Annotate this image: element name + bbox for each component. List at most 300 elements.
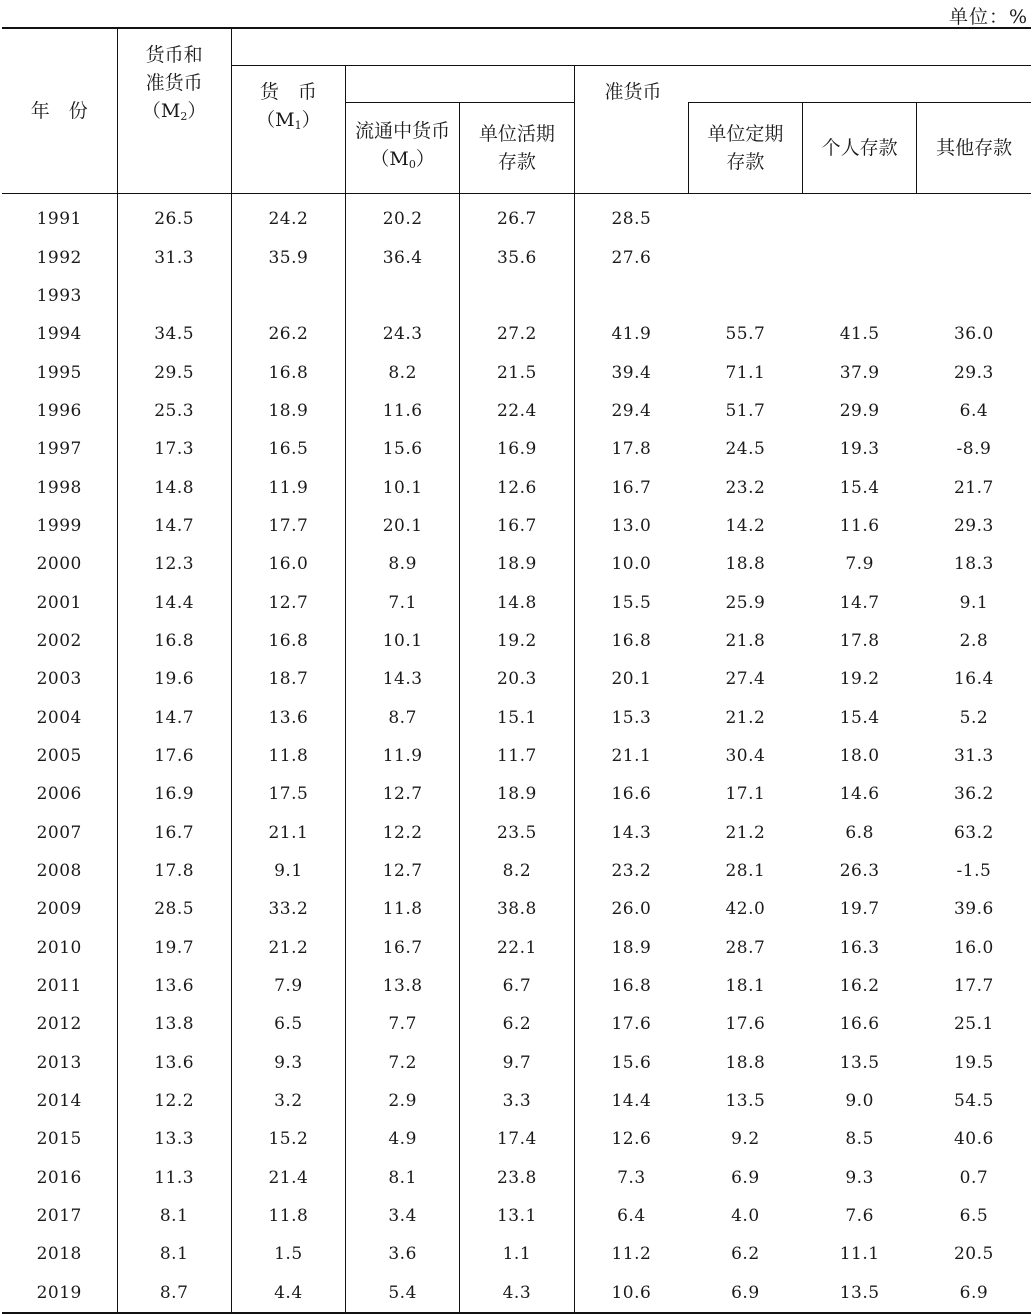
header-demand-deposits: 单位活期 存款	[460, 103, 574, 194]
cell-quasi-money: 12.6	[574, 1120, 688, 1158]
cell-quasi-money: 15.3	[574, 698, 688, 736]
cell-quasi-money: 27.6	[574, 238, 688, 276]
cell-demand-deposits: 17.4	[460, 1120, 574, 1158]
cell-other-deposits: 40.6	[953, 1129, 994, 1150]
cell-year: 1996	[36, 400, 82, 421]
cell-personal-deposits: 17.8	[839, 630, 880, 651]
cell-quasi-money: 41.9	[574, 315, 688, 353]
cell-time-deposits: 55.7	[725, 324, 766, 345]
cell-year: 2002	[36, 630, 82, 651]
cell-m0: 8.1	[346, 1159, 460, 1197]
cell-demand-deposits: 8.2	[460, 852, 574, 890]
cell-time-deposits: 17.1	[725, 784, 766, 805]
money-supply-growth-table	[2, 27, 1031, 1314]
cell-year: 2000	[36, 554, 82, 575]
table-row	[2, 698, 1031, 736]
cell-demand-deposits: 18.9	[460, 545, 574, 583]
table-row	[2, 890, 1031, 928]
cell-m1: 9.1	[231, 852, 345, 890]
table-row	[2, 1044, 1031, 1082]
cell-demand-deposits: 16.9	[460, 430, 574, 468]
cell-quasi-money: 18.9	[574, 929, 688, 967]
cell-m2: 13.6	[117, 967, 231, 1005]
cell-personal-deposits: 8.5	[845, 1129, 874, 1150]
cell-m1: 4.4	[231, 1274, 345, 1313]
cell-m0: 7.7	[346, 1005, 460, 1043]
cell-time-deposits: 30.4	[725, 745, 766, 766]
cell-m1: 18.7	[231, 660, 345, 698]
cell-m0: 13.8	[346, 967, 460, 1005]
cell-m2: 28.5	[117, 890, 231, 928]
header-quasi-money: 准货币	[574, 66, 688, 194]
table-row	[2, 1005, 1031, 1043]
cell-demand-deposits: 23.8	[460, 1159, 574, 1197]
table-row	[2, 852, 1031, 890]
cell-quasi-money: 28.5	[574, 194, 688, 239]
cell-m0: 36.4	[346, 238, 460, 276]
table-row	[2, 737, 1031, 775]
cell-m1: 33.2	[231, 890, 345, 928]
cell-quasi-money: 15.5	[574, 583, 688, 621]
header-m2: 货币和 准货币 $(M_2)$	[117, 28, 231, 194]
table-row	[2, 929, 1031, 967]
cell-quasi-money: 21.1	[574, 737, 688, 775]
cell-year: 2007	[36, 822, 82, 843]
cell-year: 2018	[36, 1244, 82, 1265]
cell-m0: 20.1	[346, 507, 460, 545]
cell-quasi-money: 16.8	[574, 967, 688, 1005]
cell-m1: 26.2	[231, 315, 345, 353]
cell-time-deposits: 51.7	[725, 400, 766, 421]
cell-time-deposits: 13.5	[725, 1091, 766, 1112]
header-year: 年 份	[2, 28, 117, 194]
cell-other-deposits: 39.6	[953, 899, 994, 920]
cell-year: 1997	[36, 439, 82, 460]
cell-personal-deposits: 19.2	[839, 669, 880, 690]
header-personal-deposits: 个人存款	[803, 103, 917, 194]
table-row	[2, 1082, 1031, 1120]
cell-year: 2006	[36, 784, 82, 805]
cell-quasi-money: 23.2	[574, 852, 688, 890]
cell-m1: 9.3	[231, 1044, 345, 1082]
cell-other-deposits: 29.3	[953, 515, 994, 536]
cell-m0: 5.4	[346, 1274, 460, 1313]
cell-year: 2016	[36, 1167, 82, 1188]
table-row	[2, 660, 1031, 698]
cell-other-deposits: 18.3	[953, 554, 994, 575]
cell-quasi-money: 6.4	[574, 1197, 688, 1235]
cell-time-deposits: 28.1	[725, 861, 766, 882]
table-row	[2, 238, 1031, 276]
cell-m1: 13.6	[231, 698, 345, 736]
cell-year: 1995	[36, 362, 82, 383]
cell-time-deposits: 4.0	[731, 1206, 760, 1227]
cell-m2: 14.8	[117, 468, 231, 506]
cell-m2: 12.2	[117, 1082, 231, 1120]
cell-other-deposits: 6.9	[917, 1274, 1031, 1313]
cell-time-deposits	[688, 194, 802, 239]
cell-personal-deposits: 14.7	[839, 592, 880, 613]
cell-demand-deposits: 11.7	[460, 737, 574, 775]
cell-other-deposits: 6.5	[959, 1206, 989, 1227]
cell-demand-deposits: 13.1	[460, 1197, 574, 1235]
table-row	[2, 315, 1031, 353]
cell-m0: 11.8	[346, 890, 460, 928]
cell-m2: 8.7	[117, 1274, 231, 1313]
cell-other-deposits: 36.0	[953, 324, 994, 345]
cell-time-deposits: 25.9	[725, 592, 766, 613]
cell-year: 1999	[36, 515, 82, 536]
cell-year: 2001	[36, 592, 82, 613]
cell-quasi-money: 16.7	[574, 468, 688, 506]
cell-quasi-money: 17.6	[574, 1005, 688, 1043]
cell-other-deposits: 19.5	[953, 1052, 994, 1073]
cell-personal-deposits: 29.9	[839, 400, 880, 421]
cell-personal-deposits: 16.6	[839, 1014, 880, 1035]
cell-quasi-money: 10.6	[574, 1274, 688, 1313]
cell-m1: 7.9	[231, 967, 345, 1005]
table-row	[2, 622, 1031, 660]
cell-year: 2019	[2, 1274, 117, 1313]
cell-personal-deposits	[803, 277, 917, 315]
cell-m0: 8.7	[346, 698, 460, 736]
table-row	[2, 194, 1031, 239]
cell-quasi-money: 10.0	[574, 545, 688, 583]
cell-m2: 13.3	[117, 1120, 231, 1158]
table-row	[2, 1274, 1031, 1313]
cell-personal-deposits: 7.9	[845, 554, 874, 575]
cell-m2: 16.9	[117, 775, 231, 813]
cell-m2	[117, 277, 231, 315]
cell-demand-deposits: 6.2	[460, 1005, 574, 1043]
cell-m1: 21.4	[231, 1159, 345, 1197]
cell-other-deposits: 31.3	[953, 745, 994, 766]
cell-m2: 12.3	[117, 545, 231, 583]
cell-m0: 3.4	[346, 1197, 460, 1235]
table-row	[2, 1159, 1031, 1197]
cell-quasi-money: 29.4	[574, 392, 688, 430]
cell-personal-deposits: 9.0	[845, 1091, 874, 1112]
cell-demand-deposits: 12.6	[460, 468, 574, 506]
cell-year: 1991	[36, 209, 82, 230]
cell-personal-deposits: 18.0	[839, 745, 880, 766]
cell-personal-deposits: 15.4	[839, 477, 880, 498]
cell-demand-deposits: 35.6	[460, 238, 574, 276]
cell-m0: 10.1	[346, 622, 460, 660]
cell-m1: 21.1	[231, 814, 345, 852]
cell-other-deposits: 16.4	[953, 669, 994, 690]
cell-m0: 8.9	[346, 545, 460, 583]
cell-m0: 24.3	[346, 315, 460, 353]
cell-other-deposits: 25.1	[953, 1014, 994, 1035]
cell-personal-deposits: 26.3	[839, 861, 880, 882]
cell-m0: 15.6	[346, 430, 460, 468]
table-row	[2, 430, 1031, 468]
cell-m1: 18.9	[231, 392, 345, 430]
cell-year: 2013	[36, 1052, 82, 1073]
cell-other-deposits: 16.0	[953, 937, 994, 958]
cell-m1: 21.2	[231, 929, 345, 967]
cell-time-deposits: 17.6	[725, 1014, 766, 1035]
cell-time-deposits: 6.9	[731, 1167, 760, 1188]
cell-other-deposits	[917, 277, 1031, 315]
cell-quasi-money: 15.6	[574, 1044, 688, 1082]
cell-m2: 13.8	[117, 1005, 231, 1043]
cell-year: 2003	[36, 669, 82, 690]
cell-m2: 11.3	[117, 1159, 231, 1197]
cell-m0: 4.9	[346, 1120, 460, 1158]
cell-personal-deposits	[803, 238, 917, 276]
cell-m2: 16.8	[117, 622, 231, 660]
cell-m1: 16.8	[231, 622, 345, 660]
cell-quasi-money: 7.3	[574, 1159, 688, 1197]
cell-quasi-money: 26.0	[574, 890, 688, 928]
cell-m0: 12.7	[346, 852, 460, 890]
cell-m1: 16.5	[231, 430, 345, 468]
cell-m0: 11.9	[346, 737, 460, 775]
cell-personal-deposits: 6.8	[845, 822, 874, 843]
cell-demand-deposits: 3.3	[460, 1082, 574, 1120]
cell-m1: 11.8	[231, 1197, 345, 1235]
cell-time-deposits: 18.8	[725, 1052, 766, 1073]
cell-m1: 1.5	[231, 1235, 345, 1273]
cell-m2: 16.7	[117, 814, 231, 852]
table-row	[2, 353, 1031, 391]
cell-m2: 14.7	[117, 507, 231, 545]
cell-m0: 12.2	[346, 814, 460, 852]
cell-time-deposits: 9.2	[731, 1129, 760, 1150]
cell-year: 2012	[36, 1014, 82, 1035]
cell-personal-deposits: 7.6	[845, 1206, 874, 1227]
cell-m1: 11.8	[231, 737, 345, 775]
cell-demand-deposits: 22.1	[460, 929, 574, 967]
cell-quasi-money: 39.4	[574, 353, 688, 391]
cell-year: 2011	[36, 976, 82, 997]
cell-m0: 7.1	[346, 583, 460, 621]
cell-demand-deposits: 23.5	[460, 814, 574, 852]
cell-other-deposits	[917, 238, 1031, 276]
cell-m2: 26.5	[117, 194, 231, 239]
cell-demand-deposits: 6.7	[460, 967, 574, 1005]
cell-time-deposits: 14.2	[725, 515, 766, 536]
cell-m0: 16.7	[346, 929, 460, 967]
cell-personal-deposits: 41.5	[839, 324, 880, 345]
cell-other-deposits: 0.7	[959, 1167, 989, 1188]
cell-year: 1998	[36, 477, 82, 498]
cell-m0: 12.7	[346, 775, 460, 813]
cell-m2: 13.6	[117, 1044, 231, 1082]
cell-m1: 17.5	[231, 775, 345, 813]
cell-other-deposits: 29.3	[953, 362, 994, 383]
cell-quasi-money: 14.3	[574, 814, 688, 852]
table-row	[2, 814, 1031, 852]
table-row	[2, 545, 1031, 583]
cell-quasi-money: 14.4	[574, 1082, 688, 1120]
cell-personal-deposits: 16.2	[839, 976, 880, 997]
cell-m1: 17.7	[231, 507, 345, 545]
cell-year: 2005	[36, 745, 82, 766]
cell-quasi-money: 16.8	[574, 622, 688, 660]
cell-m2: 14.4	[117, 583, 231, 621]
cell-year: 2004	[36, 707, 82, 728]
cell-demand-deposits: 21.5	[460, 353, 574, 391]
cell-m0: 8.2	[346, 353, 460, 391]
cell-time-deposits: 21.8	[725, 630, 766, 651]
cell-time-deposits	[688, 277, 802, 315]
cell-demand-deposits: 16.7	[460, 507, 574, 545]
cell-personal-deposits: 11.6	[839, 515, 880, 536]
cell-time-deposits: 71.1	[725, 362, 766, 383]
cell-other-deposits: 9.1	[959, 592, 989, 613]
cell-time-deposits: 6.9	[688, 1274, 802, 1313]
cell-time-deposits: 21.2	[725, 822, 766, 843]
cell-time-deposits: 42.0	[725, 899, 766, 920]
cell-m2: 17.3	[117, 430, 231, 468]
cell-demand-deposits: 27.2	[460, 315, 574, 353]
cell-demand-deposits: 4.3	[460, 1274, 574, 1313]
cell-m0: 20.2	[346, 194, 460, 239]
cell-demand-deposits: 20.3	[460, 660, 574, 698]
header-other-deposits: 其他存款	[917, 103, 1031, 194]
cell-quasi-money	[574, 277, 688, 315]
cell-other-deposits: 36.2	[953, 784, 994, 805]
cell-m1: 15.2	[231, 1120, 345, 1158]
cell-time-deposits: 28.7	[725, 937, 766, 958]
cell-personal-deposits: 37.9	[839, 362, 880, 383]
cell-m0: 11.6	[346, 392, 460, 430]
cell-other-deposits	[917, 194, 1031, 239]
cell-time-deposits: 21.2	[725, 707, 766, 728]
cell-year: 1994	[36, 324, 82, 345]
cell-other-deposits: 54.5	[953, 1091, 994, 1112]
cell-personal-deposits: 9.3	[845, 1167, 874, 1188]
header-top-blank	[231, 28, 1031, 66]
cell-year: 2015	[36, 1129, 82, 1150]
cell-m1: 12.7	[231, 583, 345, 621]
cell-other-deposits: 63.2	[953, 822, 994, 843]
table-row	[2, 583, 1031, 621]
header-m0: 流通中货币 $(M_0)$	[346, 103, 460, 194]
cell-year: 1993	[36, 285, 82, 306]
cell-time-deposits: 27.4	[725, 669, 766, 690]
cell-m1: 16.0	[231, 545, 345, 583]
cell-m0	[346, 277, 460, 315]
cell-personal-deposits: 13.5	[803, 1274, 917, 1313]
cell-other-deposits: 20.5	[953, 1244, 994, 1265]
table-row	[2, 392, 1031, 430]
cell-personal-deposits	[803, 194, 917, 239]
cell-time-deposits: 24.5	[725, 439, 766, 460]
cell-personal-deposits: 14.6	[839, 784, 880, 805]
cell-m1: 3.2	[231, 1082, 345, 1120]
table-body	[2, 194, 1031, 1313]
cell-demand-deposits: 15.1	[460, 698, 574, 736]
cell-demand-deposits: 26.7	[460, 194, 574, 239]
cell-quasi-money: 17.8	[574, 430, 688, 468]
cell-quasi-money: 13.0	[574, 507, 688, 545]
cell-m2: 8.1	[117, 1197, 231, 1235]
header-m1-blank	[346, 66, 575, 103]
cell-other-deposits: 5.2	[959, 707, 989, 728]
cell-time-deposits: 18.1	[725, 976, 766, 997]
cell-demand-deposits: 22.4	[460, 392, 574, 430]
cell-demand-deposits: 9.7	[460, 1044, 574, 1082]
cell-other-deposits: 17.7	[953, 976, 994, 997]
cell-m2: 14.7	[117, 698, 231, 736]
cell-m2: 34.5	[117, 315, 231, 353]
cell-m1: 6.5	[231, 1005, 345, 1043]
cell-demand-deposits: 18.9	[460, 775, 574, 813]
cell-quasi-money: 11.2	[574, 1235, 688, 1273]
table-row	[2, 775, 1031, 813]
table-row	[2, 1120, 1031, 1158]
cell-personal-deposits: 16.3	[839, 937, 880, 958]
cell-m1: 24.2	[231, 194, 345, 239]
cell-m2: 19.6	[117, 660, 231, 698]
cell-year: 2009	[36, 899, 82, 920]
table-row	[2, 277, 1031, 315]
cell-m2: 29.5	[117, 353, 231, 391]
cell-m0: 14.3	[346, 660, 460, 698]
table-row	[2, 507, 1031, 545]
cell-personal-deposits: 19.3	[839, 439, 880, 460]
cell-other-deposits: 2.8	[959, 630, 989, 651]
cell-year: 2014	[36, 1091, 82, 1112]
cell-personal-deposits: 13.5	[839, 1052, 880, 1073]
cell-year: 1992	[36, 247, 82, 268]
cell-m0: 3.6	[346, 1235, 460, 1273]
cell-m2: 17.6	[117, 737, 231, 775]
cell-year: 2010	[36, 937, 82, 958]
cell-personal-deposits: 11.1	[839, 1244, 880, 1265]
table-row	[2, 967, 1031, 1005]
cell-demand-deposits: 38.8	[460, 890, 574, 928]
header-time-deposits: 单位定期 存款	[688, 103, 802, 194]
cell-year: 2017	[36, 1206, 82, 1227]
cell-m0: 10.1	[346, 468, 460, 506]
cell-other-deposits: -8.9	[956, 439, 992, 460]
cell-m2: 19.7	[117, 929, 231, 967]
table-row	[2, 1235, 1031, 1273]
cell-time-deposits: 18.8	[725, 554, 766, 575]
cell-m0: 7.2	[346, 1044, 460, 1082]
cell-year: 2008	[36, 861, 82, 882]
cell-m1	[231, 277, 345, 315]
cell-m2: 8.1	[117, 1235, 231, 1273]
cell-time-deposits	[688, 238, 802, 276]
header-quasi-blank	[688, 66, 1031, 103]
cell-m1: 35.9	[231, 238, 345, 276]
cell-time-deposits: 23.2	[725, 477, 766, 498]
cell-other-deposits: 21.7	[953, 477, 994, 498]
cell-m2: 31.3	[117, 238, 231, 276]
cell-other-deposits: -1.5	[956, 861, 992, 882]
cell-m0: 2.9	[346, 1082, 460, 1120]
unit-label: 单位：%	[948, 6, 1028, 28]
cell-demand-deposits: 14.8	[460, 583, 574, 621]
cell-m1: 16.8	[231, 353, 345, 391]
cell-time-deposits: 6.2	[731, 1244, 760, 1265]
cell-demand-deposits: 1.1	[460, 1235, 574, 1273]
cell-m2: 17.8	[117, 852, 231, 890]
header-m1: 货 币 $(M_1)$	[231, 66, 345, 194]
cell-personal-deposits: 15.4	[839, 707, 880, 728]
cell-demand-deposits: 19.2	[460, 622, 574, 660]
table-row	[2, 468, 1031, 506]
cell-demand-deposits	[460, 277, 574, 315]
cell-personal-deposits: 19.7	[839, 899, 880, 920]
cell-m2: 25.3	[117, 392, 231, 430]
